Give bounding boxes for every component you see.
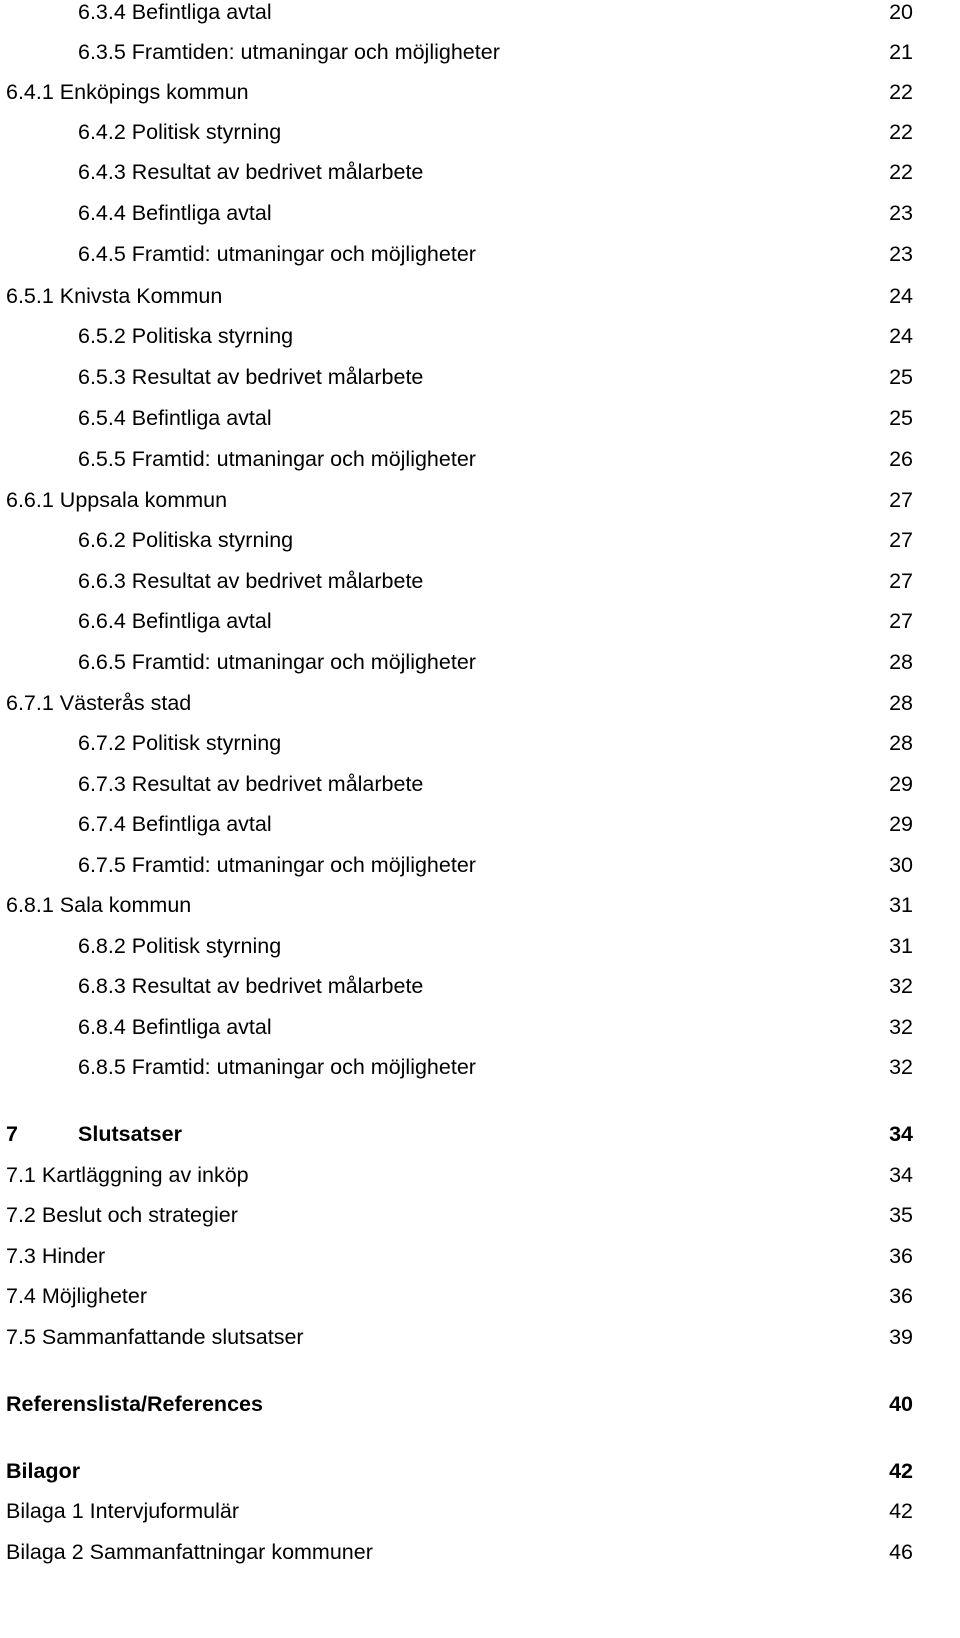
toc-entry-page-number: 27 (889, 488, 913, 512)
toc-entry-title: 6.8.3 Resultat av bedrivet målarbete (78, 974, 424, 998)
toc-entry-page-number: 42 (889, 1499, 913, 1523)
toc-entry[interactable] (0, 152, 960, 192)
toc-entry[interactable] (0, 885, 960, 925)
toc-entry[interactable] (0, 845, 960, 885)
toc-entry-page-number: 32 (889, 1055, 913, 1079)
toc-entry[interactable] (0, 439, 960, 479)
toc-entry[interactable] (0, 112, 960, 152)
toc-entry[interactable] (0, 234, 960, 274)
toc-entry-page-number: 40 (889, 1392, 913, 1416)
toc-entry-title: 6.7.3 Resultat av bedrivet målarbete (78, 772, 424, 796)
toc-entry[interactable] (0, 804, 960, 844)
toc-entry[interactable] (0, 723, 960, 763)
toc-entry[interactable] (0, 1491, 960, 1531)
toc-entry[interactable] (0, 72, 960, 112)
toc-entry-page-number: 39 (889, 1325, 913, 1349)
toc-entry-page-number: 31 (889, 934, 913, 958)
toc-entry-page-number: 30 (889, 853, 913, 877)
toc-entry[interactable] (0, 316, 960, 356)
toc-entry-title: 6.4.5 Framtid: utmaningar och möjligheter (78, 242, 476, 266)
toc-entry-page-number: 36 (889, 1244, 913, 1268)
toc-entry[interactable] (0, 520, 960, 560)
toc-entry-title: Referenslista/References (6, 1392, 263, 1416)
toc-entry[interactable] (0, 398, 960, 438)
toc-entry[interactable] (0, 1236, 960, 1276)
toc-entry-title: 6.8.4 Befintliga avtal (78, 1015, 272, 1039)
toc-entry-title: 6.6.2 Politiska styrning (78, 528, 294, 552)
toc-entry-page-number: 34 (889, 1122, 913, 1146)
toc-entry-title: 6.4.4 Befintliga avtal (78, 201, 272, 225)
toc-entry-title: 6.5.3 Resultat av bedrivet målarbete (78, 365, 424, 389)
toc-entry-page-number: 32 (889, 1015, 913, 1039)
toc-entry[interactable] (0, 276, 960, 316)
toc-entry-title: 7.2 Beslut och strategier (6, 1203, 238, 1227)
toc-entry-title: Slutsatser (78, 1122, 182, 1146)
toc-entry-title: 6.7.1 Västerås stad (6, 691, 192, 715)
toc-entry-title: 6.8.5 Framtid: utmaningar och möjligheter (78, 1055, 476, 1079)
toc-entry[interactable] (0, 0, 960, 32)
toc-entry-title: 6.4.2 Politisk styrning (78, 120, 282, 144)
toc-entry-page-number: 27 (889, 609, 913, 633)
toc-entry-title: 6.4.1 Enköpings kommun (6, 80, 249, 104)
toc-entry-title: 6.5.4 Befintliga avtal (78, 406, 272, 430)
toc-entry-title: 6.8.2 Politisk styrning (78, 934, 282, 958)
toc-entry[interactable] (0, 357, 960, 397)
toc-entry[interactable] (0, 1532, 960, 1572)
toc-entry-page-number: 29 (889, 772, 913, 796)
toc-entry-page-number: 28 (889, 650, 913, 674)
toc-entry-title: 6.6.1 Uppsala kommun (6, 488, 228, 512)
toc-entry-title: 6.5.5 Framtid: utmaningar och möjligheter (78, 447, 476, 471)
toc-entry-page-number: 22 (889, 120, 913, 144)
toc-entry-title: 6.6.3 Resultat av bedrivet målarbete (78, 569, 424, 593)
toc-entry-title: 6.6.4 Befintliga avtal (78, 609, 272, 633)
toc-entry-title: 7.3 Hinder (6, 1244, 106, 1268)
toc-entry[interactable] (0, 926, 960, 966)
toc-entry-page-number: 22 (889, 80, 913, 104)
toc-entry-title: 6.7.2 Politisk styrning (78, 731, 282, 755)
toc-entry-title: 6.5.2 Politiska styrning (78, 324, 294, 348)
toc-entry[interactable] (0, 32, 960, 72)
toc-entry-page-number: 27 (889, 569, 913, 593)
toc-entry-page-number: 23 (889, 201, 913, 225)
toc-entry-page-number: 31 (889, 893, 913, 917)
toc-entry-page-number: 24 (889, 284, 913, 308)
toc-entry-title: 6.7.4 Befintliga avtal (78, 812, 272, 836)
toc-entry-title: 6.3.4 Befintliga avtal (78, 0, 272, 24)
toc-entry-page-number: 36 (889, 1284, 913, 1308)
toc-entry[interactable] (0, 1276, 960, 1316)
toc-entry-page-number: 25 (889, 365, 913, 389)
toc-entry-page-number: 25 (889, 406, 913, 430)
toc-entry[interactable] (0, 193, 960, 233)
toc-entry[interactable] (0, 1451, 960, 1491)
toc-entry[interactable] (0, 764, 960, 804)
toc-entry[interactable] (0, 966, 960, 1006)
toc-entry-page-number: 20 (889, 0, 913, 24)
toc-entry[interactable] (0, 1114, 960, 1154)
toc-entry-title: 6.7.5 Framtid: utmaningar och möjligheter (78, 853, 476, 877)
toc-entry[interactable] (0, 1047, 960, 1087)
toc-entry-page-number: 28 (889, 731, 913, 755)
toc-entry[interactable] (0, 1317, 960, 1357)
toc-entry-title: Bilaga 2 Sammanfattningar kommuner (6, 1540, 373, 1564)
toc-entry[interactable] (0, 1195, 960, 1235)
toc-entry[interactable] (0, 642, 960, 682)
toc-entry-page-number: 32 (889, 974, 913, 998)
toc-entry-page-number: 26 (889, 447, 913, 471)
toc-entry-number: 7 (6, 1122, 18, 1146)
toc-entry[interactable] (0, 683, 960, 723)
toc-entry-page-number: 35 (889, 1203, 913, 1227)
toc-entry[interactable] (0, 1155, 960, 1195)
toc-entry-page-number: 21 (889, 40, 913, 64)
toc-entry-title: 6.6.5 Framtid: utmaningar och möjligheter (78, 650, 476, 674)
toc-entry-page-number: 22 (889, 160, 913, 184)
toc-entry[interactable] (0, 601, 960, 641)
toc-entry[interactable] (0, 1384, 960, 1424)
toc-entry-title: 7.5 Sammanfattande slutsatser (6, 1325, 304, 1349)
toc-entry[interactable] (0, 561, 960, 601)
toc-entry-title: 7.4 Möjligheter (6, 1284, 148, 1308)
toc-entry-page-number: 46 (889, 1540, 913, 1564)
toc-entry-title: 6.8.1 Sala kommun (6, 893, 192, 917)
toc-entry-page-number: 42 (889, 1459, 913, 1483)
toc-entry-page-number: 34 (889, 1163, 913, 1187)
toc-entry[interactable] (0, 480, 960, 520)
toc-entry-title: Bilagor (6, 1459, 81, 1483)
toc-entry-title: Bilaga 1 Intervjuformulär (6, 1499, 240, 1523)
toc-entry-title: 6.5.1 Knivsta Kommun (6, 284, 223, 308)
toc-entry-page-number: 23 (889, 242, 913, 266)
toc-entry-page-number: 28 (889, 691, 913, 715)
toc-entry-page-number: 27 (889, 528, 913, 552)
toc-entry-page-number: 29 (889, 812, 913, 836)
toc-entry-title: 7.1 Kartläggning av inköp (6, 1163, 249, 1187)
toc-entry-title: 6.4.3 Resultat av bedrivet målarbete (78, 160, 424, 184)
toc-entry-page-number: 24 (889, 324, 913, 348)
toc-entry-title: 6.3.5 Framtiden: utmaningar och möjligheter (78, 40, 500, 64)
toc-entry[interactable] (0, 1007, 960, 1047)
